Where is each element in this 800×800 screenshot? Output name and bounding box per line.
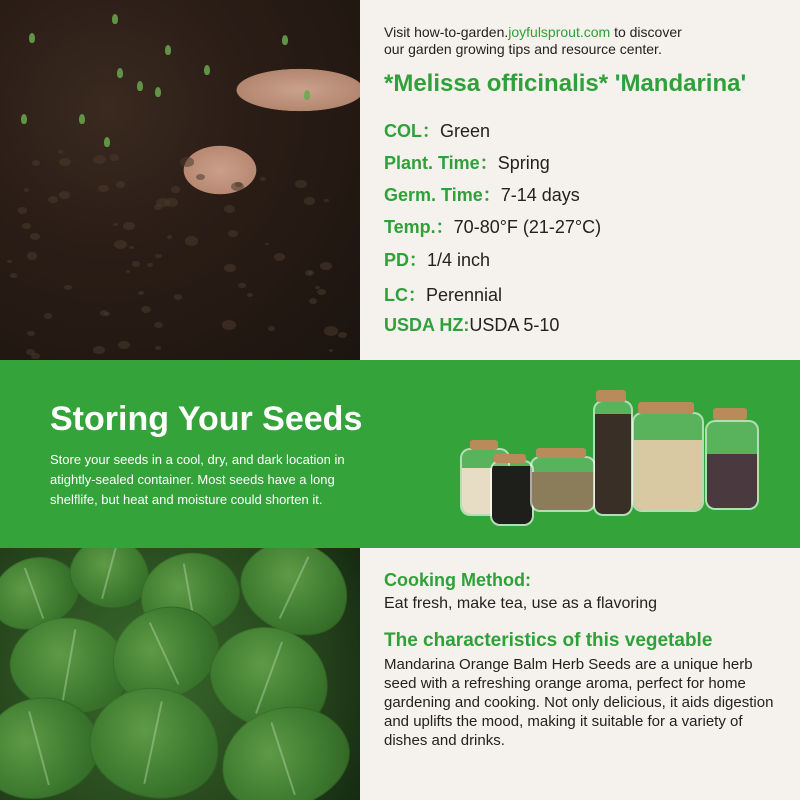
cooking-text: Eat fresh, make tea, use as a flavoring xyxy=(384,595,658,612)
spec-key: USDA HZ: xyxy=(384,315,470,335)
soil-grain xyxy=(228,230,238,237)
soil-grain xyxy=(113,223,117,226)
sprout xyxy=(304,90,310,100)
spec-key: PD： xyxy=(384,250,428,270)
soil-hands-photo xyxy=(0,0,360,360)
jar-cork xyxy=(494,454,526,463)
website-link[interactable]: joyfulsprout.com xyxy=(508,24,611,40)
soil-grain xyxy=(304,197,315,204)
soil-grain xyxy=(44,313,53,319)
storing-text: Store your seeds in a cool, dry, and dark location in atightly-sealed container. Most seeds have a long shelflife, but heat and moisture could shorten it. xyxy=(50,452,345,507)
soil-grain xyxy=(260,177,266,181)
seed-jar xyxy=(705,420,759,510)
spec-value: Perennial xyxy=(426,285,503,305)
soil-grain xyxy=(295,180,307,189)
soil-grain xyxy=(268,326,275,331)
spec-value: 7-14 days xyxy=(500,185,580,205)
visit-note xyxy=(384,24,682,58)
soil-grain xyxy=(224,205,235,213)
cooking-heading: Cooking Method: xyxy=(384,570,531,590)
spec-value: USDA 5-10 xyxy=(469,315,560,335)
spec-value: 70-80°F (21-27°C) xyxy=(453,217,602,237)
soil-grain xyxy=(196,174,205,180)
soil-grain xyxy=(265,243,269,246)
spec-color xyxy=(384,117,490,143)
spec-key: Temp.： xyxy=(384,217,454,237)
spec-planting-depth xyxy=(384,246,490,272)
soil-grain xyxy=(154,322,163,328)
soil-grain xyxy=(64,285,72,291)
sprout xyxy=(112,14,118,24)
soil-grain xyxy=(141,306,151,313)
sprout xyxy=(165,45,171,55)
soil-grain xyxy=(126,270,130,273)
soil-grain xyxy=(132,261,140,267)
spec-value: Spring xyxy=(497,153,550,173)
soil-grain xyxy=(59,158,71,167)
soil-grain xyxy=(123,222,135,230)
seed-jar xyxy=(530,456,596,512)
seed-fill xyxy=(492,466,532,524)
soil-grain xyxy=(247,293,253,297)
soil-grain xyxy=(129,246,134,249)
soil-grain xyxy=(93,346,104,354)
seed-jar xyxy=(632,412,704,512)
jar-cork xyxy=(536,448,586,458)
soil-grain xyxy=(274,253,286,261)
soil-grain xyxy=(329,349,334,352)
spec-value: Green xyxy=(440,121,491,141)
soil-grain xyxy=(7,260,12,263)
seed-jar xyxy=(490,460,534,526)
spec-life-cycle xyxy=(384,281,502,307)
visit-text-line2: our garden growing tips and resource center. xyxy=(384,41,662,57)
soil-grain xyxy=(116,181,125,188)
plant-title: *Melissa officinalis* 'Mandarina' xyxy=(384,70,747,97)
soil-grain xyxy=(32,160,41,166)
spec-key: LC： xyxy=(384,285,426,305)
sprout xyxy=(117,68,123,78)
soil-grain xyxy=(24,188,29,191)
soil-grain xyxy=(154,204,163,210)
sprout xyxy=(79,114,85,124)
spec-key: COL： xyxy=(384,121,440,141)
soil-grain xyxy=(224,264,235,272)
soil-grain xyxy=(317,289,326,295)
soil-grain xyxy=(48,196,59,203)
spec-key: Germ. Time： xyxy=(384,185,501,205)
lemon-balm-leaves-photo xyxy=(0,548,360,800)
soil-grain xyxy=(324,326,338,336)
soil-grain xyxy=(324,199,329,202)
soil-grain xyxy=(27,331,35,336)
jar-cork xyxy=(470,440,498,450)
soil-grain xyxy=(118,341,129,349)
soil-grain xyxy=(155,254,161,259)
spec-germ-time xyxy=(384,181,580,207)
soil-grain xyxy=(305,270,314,276)
soil-grain xyxy=(114,240,128,249)
soil-grain xyxy=(238,283,246,289)
characteristics-text: Mandarina Orange Balm Herb Seeds are a unique herb seed with a refreshing orange aroma, perfect for home gardening and cooking. Not only delicious, it aids digestion and uplifts the mood, making it suitable for a variety of dishes and drinks. xyxy=(384,656,774,749)
soil-grain xyxy=(59,191,70,199)
usage-info-panel xyxy=(360,548,800,800)
seed-fill xyxy=(707,454,757,508)
jar-cork xyxy=(596,390,626,402)
soil-grain xyxy=(180,157,194,167)
spec-key: Plant. Time： xyxy=(384,153,498,173)
sprout xyxy=(204,65,210,75)
soil-grain xyxy=(155,346,160,350)
sprout xyxy=(21,114,27,124)
spec-plant-time xyxy=(384,149,550,175)
plant-info-panel xyxy=(360,0,800,360)
soil-grain xyxy=(167,235,172,239)
sprout xyxy=(104,137,110,147)
sprout xyxy=(155,87,161,97)
soil-grain xyxy=(22,223,31,229)
soil-grain xyxy=(30,233,40,240)
soil-grain xyxy=(98,185,109,193)
soil-grain xyxy=(174,294,182,300)
soil-grain xyxy=(338,332,347,338)
characteristics-heading: The characteristics of this vegetable xyxy=(384,630,713,651)
soil-grain xyxy=(110,154,119,160)
spec-usda-zone xyxy=(384,315,559,336)
seed-jar xyxy=(593,400,633,516)
seed-fill xyxy=(634,440,702,510)
seed-fill xyxy=(595,414,631,514)
soil-grain xyxy=(171,186,181,193)
soil-grain xyxy=(185,236,198,245)
soil-grain xyxy=(27,252,38,259)
sprout xyxy=(282,35,288,45)
jar-cork xyxy=(638,402,694,414)
soil-grain xyxy=(309,298,317,304)
soil-grain xyxy=(58,150,63,154)
seed-fill xyxy=(532,472,594,510)
soil-grain xyxy=(320,262,332,270)
jar-cork xyxy=(713,408,747,420)
soil-grain xyxy=(222,320,236,330)
soil-grain xyxy=(10,273,17,278)
soil-grain xyxy=(231,182,245,192)
storing-title: Storing Your Seeds xyxy=(50,400,363,438)
soil-grain xyxy=(147,263,153,267)
storing-seeds-band xyxy=(0,360,800,548)
soil-grain xyxy=(138,291,144,295)
visit-text-suffix: to discover xyxy=(610,24,682,40)
soil-grain xyxy=(165,198,178,207)
sprout xyxy=(137,81,143,91)
spec-temperature xyxy=(384,213,601,239)
soil-grain xyxy=(93,155,106,164)
visit-text-prefix: Visit how-to-garden. xyxy=(384,24,509,40)
spec-value: 1/4 inch xyxy=(427,250,491,270)
soil-grain xyxy=(18,207,27,213)
sprout xyxy=(29,33,35,43)
